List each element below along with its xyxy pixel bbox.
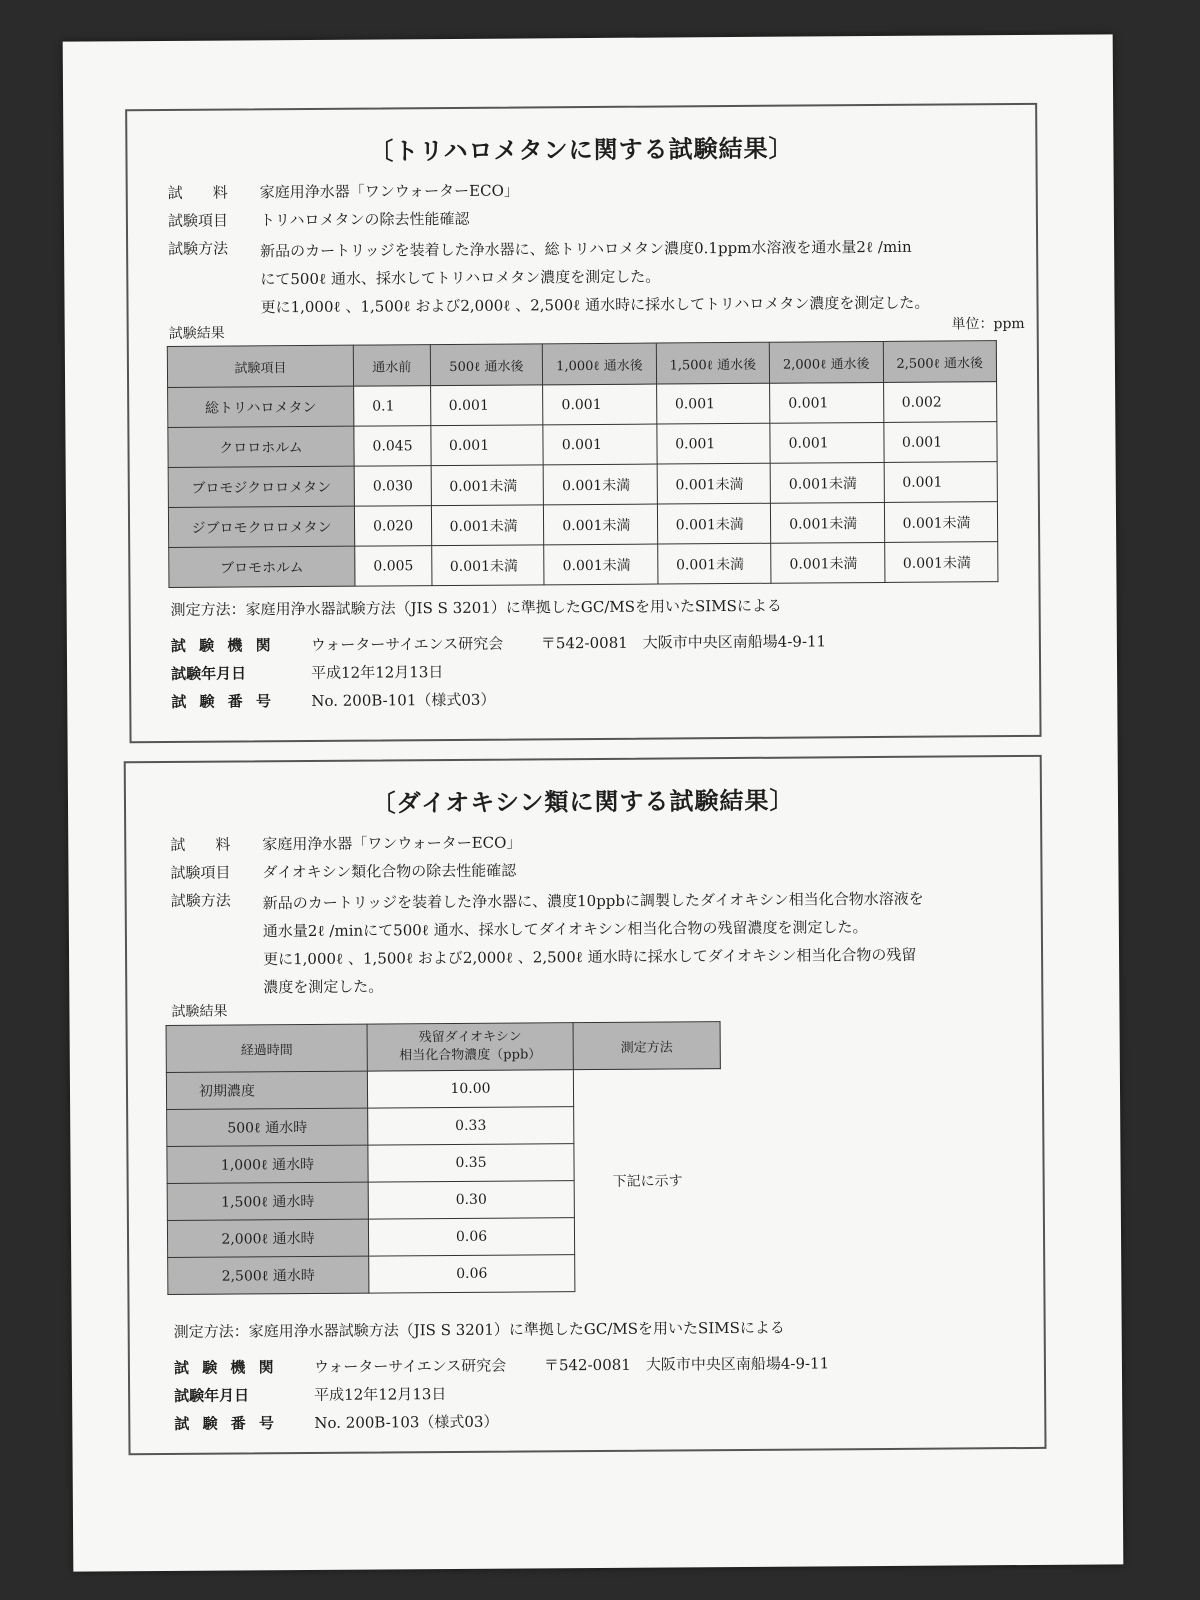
date-row [174,1379,1024,1405]
header-cell: 経過時間 [166,1024,367,1072]
test-item-label: 試験項目 [170,863,231,882]
table-cell: 0.001未満 [884,502,998,543]
unit-label: 単位：ppm [951,315,1025,333]
header-cell: 500ℓ 通水後 [430,344,543,386]
table-cell: 0.001 [657,423,771,464]
row-header: ブロモジクロロメタン [168,466,354,507]
table-cell: 0.001未満 [657,463,771,504]
lab-label: 試 験 機 関 [173,1358,278,1377]
method-line: にて500ℓ 通水、採水してトリハロメタン濃度を測定した。 [260,267,661,289]
header-cell: 測定方法 [573,1022,720,1070]
method-line: 更に1,000ℓ 、1,500ℓ および2,000ℓ 、2,500ℓ 通水時に採水してダイオキシン相当化合物の残留 [263,945,917,969]
row-header: 500ℓ 通水時 [167,1108,368,1146]
table-row [168,462,997,508]
test-item-value: ダイオキシン類化合物の除去性能確認 [262,861,517,882]
sample-row [170,825,1020,854]
sample-value: 家庭用浄水器「ワンウォーターECO」 [262,833,522,854]
table-row [168,502,997,548]
row-header: 1,500ℓ 通水時 [167,1182,368,1220]
date-value: 平成12年12月13日 [311,663,444,682]
number-label: 試 験 番 号 [174,1414,279,1433]
test-method-label: 試験方法 [168,239,229,258]
table-cell: 0.001未満 [770,462,884,503]
header-conc-line: 残留ダイオキシン [418,1029,522,1046]
table-cell: 0.001 [884,462,998,503]
dioxin-table [166,1021,723,1295]
sample-row [167,173,1018,202]
method-line: 通水量2ℓ /minにて500ℓ 通水、採水してダイオキシン相当化合物の残留濃度を測定した。 [262,918,868,941]
row-header: 1,000ℓ 通水時 [167,1145,368,1183]
table-cell: 0.001 [770,382,884,423]
date-row [171,657,1021,683]
row-header: ジブロモクロロメタン [168,506,354,547]
method-line: 濃度を測定した。 [263,977,384,997]
test-item-label: 試験項目 [167,211,229,230]
method-cell: 下記に示す [573,1069,722,1292]
table-cell: 0.020 [354,506,431,547]
table-cell: 0.001 [543,384,657,425]
method-line: 新品のカートリッジを装着した浄水器に、総トリハロメタン濃度0.1ppm水溶液を通水量2ℓ /min [260,237,912,261]
paper-sheet [63,34,1124,1571]
number-row [171,685,1021,711]
table-cell: 0.001 [430,385,543,426]
header-cell: 2,500ℓ 通水後 [883,341,997,383]
measure-note: 測定方法：家庭用浄水器試験方法（JIS S 3201）に準拠したGC/MSを用いたSIMSによる [173,1318,785,1341]
row-header: クロロホルム [168,426,354,467]
table-cell: 0.35 [368,1144,574,1182]
header-cell [367,1023,573,1071]
number-value: No. 200B-103（様式03） [314,1412,499,1432]
results-label: 試験結果 [171,1003,228,1020]
number-label: 試 験 番 号 [171,692,276,711]
table-cell: 0.030 [354,466,431,507]
row-header: 2,500ℓ 通水時 [168,1256,369,1294]
table-row [166,1069,720,1110]
table-cell: 0.001未満 [544,544,658,585]
lab-address: 〒542-0081 大阪市中央区南船場4-9-11 [543,1354,830,1375]
header-cell: 試験項目 [167,345,353,387]
table-cell: 0.002 [883,382,997,423]
row-header: 総トリハロメタン [168,386,354,427]
table-cell: 0.001未満 [544,504,658,545]
table-cell: 0.001未満 [884,542,998,583]
section-title: 〔ダイオキシン類に関する試験結果〕 [371,786,795,818]
table-cell: 0.001未満 [431,505,544,546]
header-cell: 2,000ℓ 通水後 [769,341,883,383]
number-row [174,1407,1024,1433]
test-method-label: 試験方法 [170,891,231,910]
table-cell: 0.33 [368,1107,574,1145]
table-cell: 0.005 [355,546,432,587]
table-cell: 0.001未満 [771,542,885,583]
method-line: 更に1,000ℓ 、1,500ℓ および2,000ℓ 、2,500ℓ 通水時に採水してトリハロメタン濃度を測定した。 [260,293,930,317]
row-header: ブロモホルム [169,546,355,587]
sample-value: 家庭用浄水器「ワンウォーターECO」 [259,181,519,202]
header-cell: 1,000ℓ 通水後 [543,343,657,385]
lab-label: 試 験 機 関 [170,636,275,655]
table-cell: 0.001未満 [543,464,657,505]
lab-row [173,1351,1024,1377]
lab-value: ウォーターサイエンス研究会 [313,1356,507,1376]
number-value: No. 200B-101（様式03） [311,690,496,710]
table-cell: 0.001未満 [431,545,544,586]
table-cell: 0.001 [770,422,884,463]
sample-label: 試 料 [170,835,231,854]
table-cell: 0.1 [354,386,431,427]
method-line: 新品のカートリッジを装着した浄水器に、濃度10ppbに調製したダイオキシン相当化合物水溶液を [262,889,924,913]
table-cell: 0.045 [354,426,431,467]
measure-note: 測定方法：家庭用浄水器試験方法（JIS S 3201）に準拠したGC/MSを用いたSIMSによる [170,596,782,619]
row-header: 2,000ℓ 通水時 [167,1219,368,1257]
table-header-row [167,341,996,388]
table-cell: 0.06 [368,1218,574,1256]
header-cell: 1,500ℓ 通水後 [656,342,770,384]
test-item-value: トリハロメタンの除去性能確認 [259,209,470,230]
table-cell: 0.001 [430,425,543,466]
row-header: 初期濃度 [166,1071,367,1109]
sample-label: 試 料 [167,183,228,202]
table-row [168,422,997,468]
header-cell: 通水前 [353,345,430,387]
lab-row [170,629,1021,655]
table-cell: 0.001未満 [771,502,885,543]
table-cell: 0.001未満 [431,465,544,506]
dioxin-section [124,755,1047,1455]
table-cell: 0.06 [369,1255,575,1293]
table-cell: 0.30 [368,1181,574,1219]
lab-address: 〒542-0081 大阪市中央区南船場4-9-11 [540,632,827,653]
table-row [168,382,997,428]
lab-value: ウォーターサイエンス研究会 [310,634,504,654]
table-cell: 0.001未満 [657,503,771,544]
header-conc-line: 相当化合物濃度（ppb） [399,1047,542,1064]
trihalomethane-section [125,103,1041,743]
results-label: 試験結果 [168,325,225,342]
trihalomethane-table [167,340,999,588]
table-cell: 0.001 [883,422,997,463]
section-title: 〔トリハロメタンに関する試験結果〕 [369,134,794,166]
table-header-row [166,1022,720,1073]
date-label: 試験年月日 [174,1386,250,1405]
table-cell: 0.001 [656,383,770,424]
table-cell: 0.001 [543,424,657,465]
date-label: 試験年月日 [171,664,247,683]
date-value: 平成12年12月13日 [314,1385,447,1404]
table-row [169,542,998,588]
table-cell: 10.00 [367,1070,573,1108]
table-cell: 0.001未満 [657,543,771,584]
